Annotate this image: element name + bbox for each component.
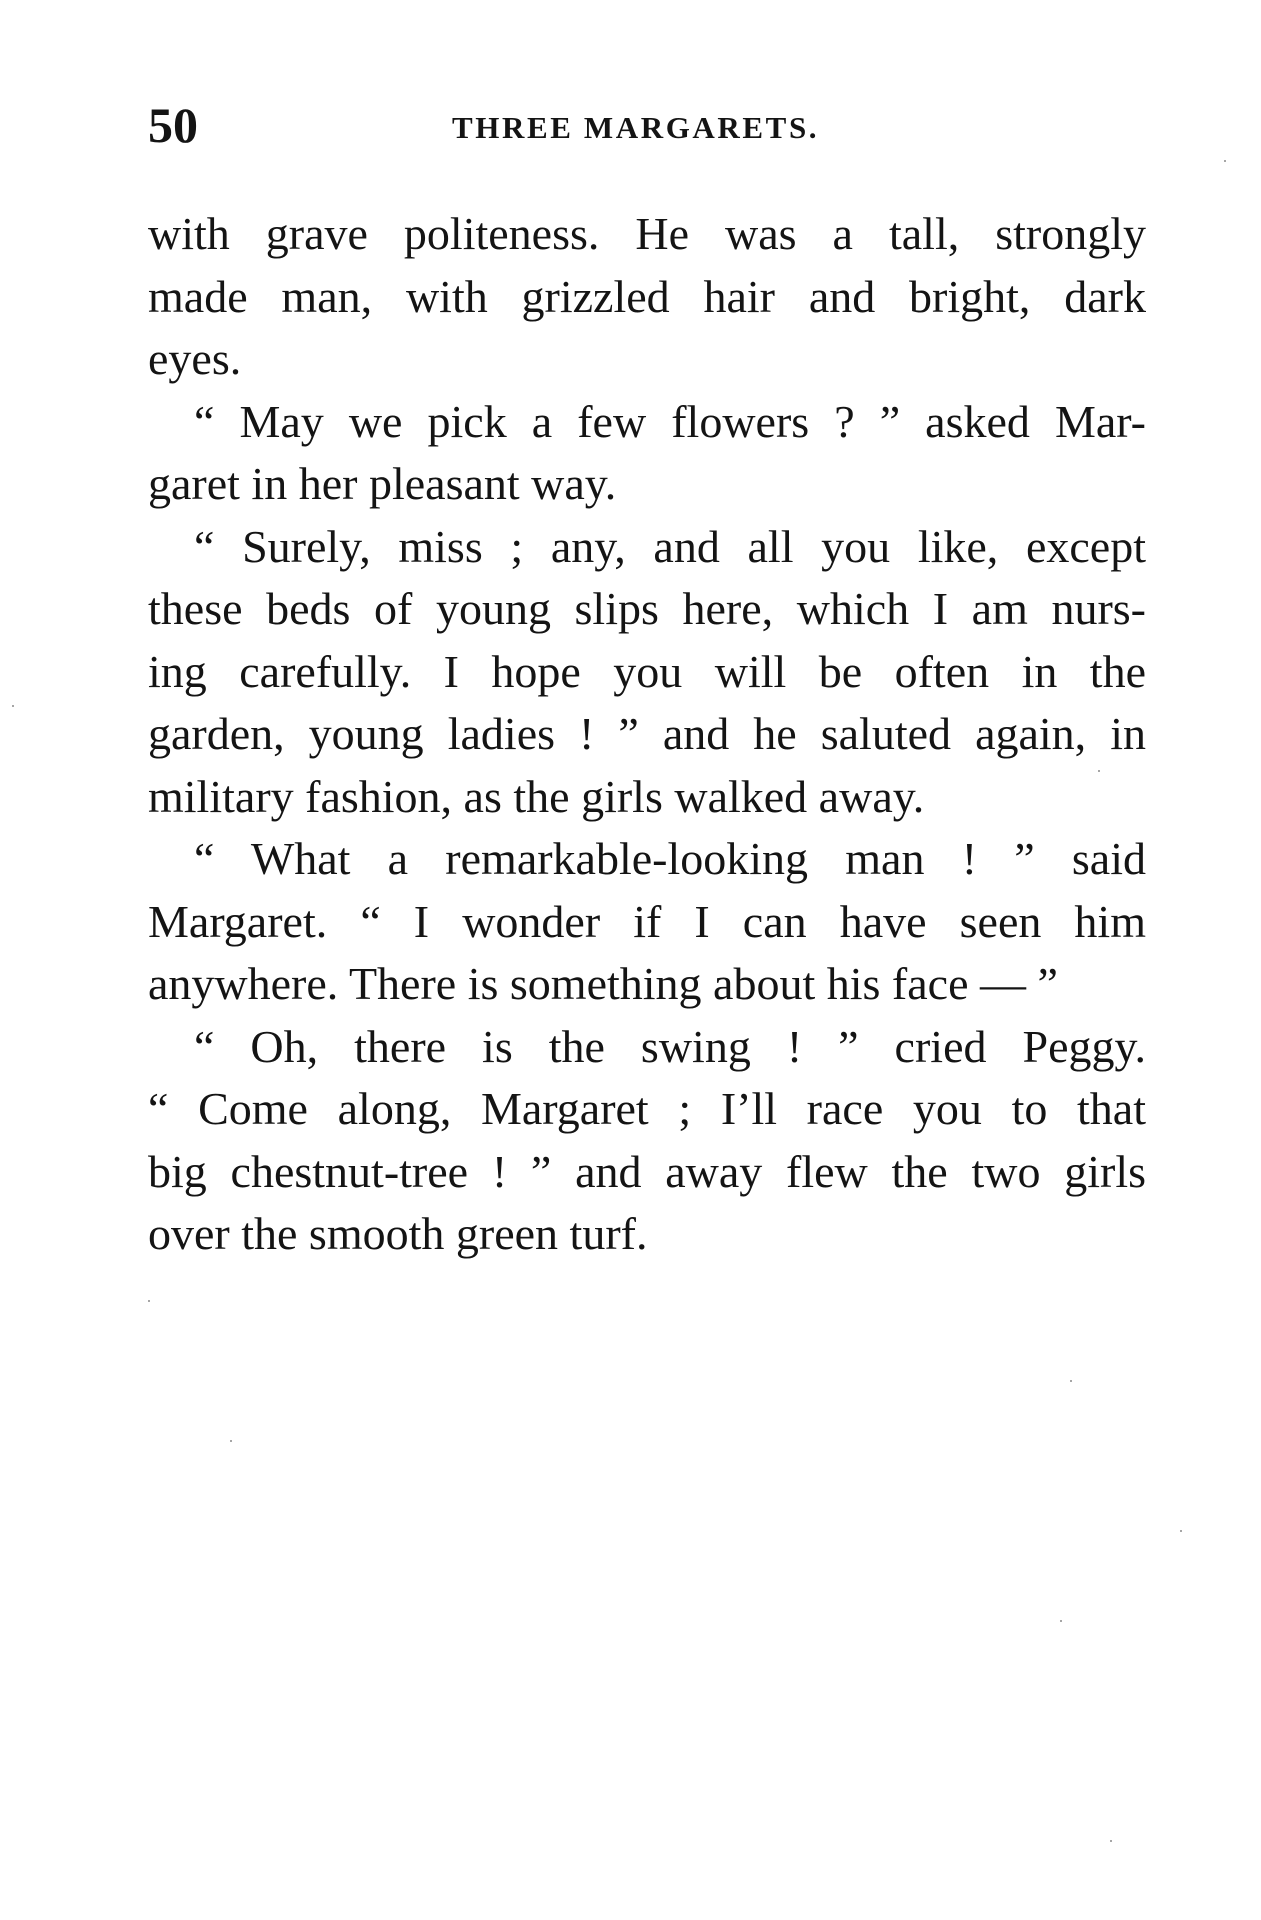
text-line: eyes. xyxy=(148,333,242,384)
text-line: with grave politeness. He was a tall, strongly xyxy=(148,208,1146,259)
paper-speck xyxy=(230,1440,232,1442)
paper-speck xyxy=(1098,770,1100,772)
paragraph xyxy=(148,1016,1146,1266)
text-line: “ What a remarkable-looking man ! ” said xyxy=(194,833,1146,884)
paper-speck xyxy=(1224,160,1226,162)
text-line: “ Come along, Margaret ; I’ll race you to that xyxy=(148,1083,1146,1134)
text-line: military fashion, as the girls walked away. xyxy=(148,770,925,822)
running-head: THREE MARGARETS. xyxy=(452,110,820,145)
text-line: garet in her pleasant way. xyxy=(148,458,617,509)
body-text xyxy=(148,203,1146,1266)
paper-speck xyxy=(1180,1530,1182,1532)
paper-speck xyxy=(1110,1840,1112,1842)
paper-speck xyxy=(1070,1380,1072,1382)
text-line: made man, with grizzled hair and bright, dark xyxy=(148,270,1146,322)
text-line: “ May we pick a few flowers ? ” asked Mar- xyxy=(194,395,1146,447)
text-line: big chestnut-tree ! ” and away flew the two girls xyxy=(148,1145,1146,1197)
text-line: “ Surely, miss ; any, and all you like, except xyxy=(194,520,1146,572)
text-line: ing carefully. I hope you will be often in the xyxy=(148,645,1146,697)
paragraph xyxy=(148,516,1146,829)
paper-speck xyxy=(1060,1620,1062,1622)
text-line: anywhere. There is something about his face — ” xyxy=(148,958,1058,1009)
paper-speck xyxy=(148,1300,150,1302)
page-number: 50 xyxy=(148,97,198,153)
text-line: these beds of young slips here, which I am nurs- xyxy=(148,583,1146,634)
text-line: “ Oh, there is the swing ! ” cried Peggy. xyxy=(194,1020,1146,1072)
text-line: Margaret. “ I wonder if I can have seen him xyxy=(148,895,1146,947)
page-header xyxy=(148,98,1146,152)
paper-speck xyxy=(12,705,14,707)
text-line: over the smooth green turf. xyxy=(148,1208,648,1259)
paragraph xyxy=(148,391,1146,516)
text-line: garden, young ladies ! ” and he saluted again, in xyxy=(148,708,1146,759)
paragraph xyxy=(148,203,1146,391)
paragraph xyxy=(148,828,1146,1016)
